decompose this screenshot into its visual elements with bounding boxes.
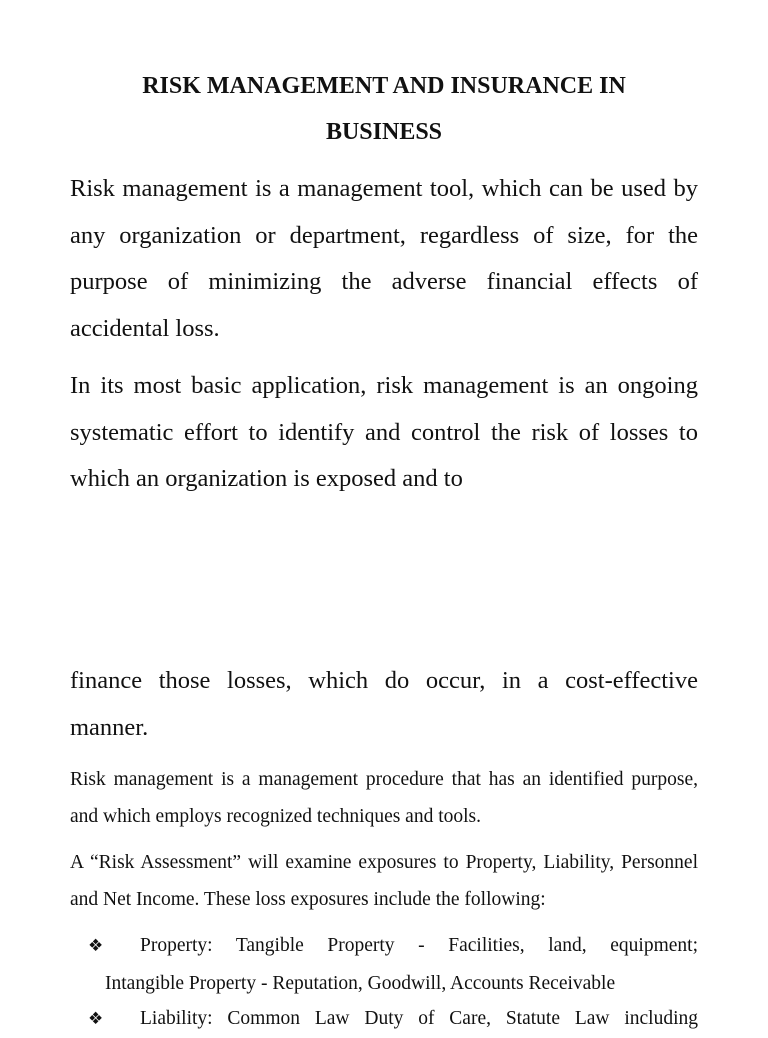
paragraph-definition: Risk management is a management tool, which can be used by any organization or department, regardless of size, for the purpose of minimizing the adverse financial effects of accidental loss. [70,175,698,342]
bullet-liability-line-1 [88,1000,698,1038]
paragraph-procedure: Risk management is a management procedure that has an identified purpose, and which employs recognized techniques and tools. [70,769,698,827]
bullet-liability-text-1: Liability: Common Law Duty of Care, Statute Law including [140,1008,698,1029]
diamond-bullet-icon: ❖ [88,936,104,956]
bullet-property-text-1: Property: Tangible Property - Facilities, land, equipment; [140,935,698,956]
bullet-property-text-2: Intangible Property - Reputation, Goodwill, Accounts Receivable [105,973,616,994]
title-line-1: RISK MANAGEMENT AND INSURANCE IN [142,73,626,99]
bullet-property-line-1 [88,927,698,965]
bullet-property [88,927,698,1002]
paragraph-basic-application: In its most basic application, risk management is an ongoing systematic effort to identify and control the risk of losses to which an organization is exposed and to [70,372,698,492]
title-line-2: BUSINESS [325,119,443,145]
paragraph-risk-assessment: A “Risk Assessment” will examine exposures to Property, Liability, Personnel and Net Income. These loss exposures include the following: [70,852,698,910]
bullet-liability [88,1000,698,1038]
paragraph-finance-losses: finance those losses, which do occur, in a cost-effective manner. [70,667,698,741]
document-title [70,63,698,155]
diamond-bullet-icon: ❖ [88,1009,104,1029]
